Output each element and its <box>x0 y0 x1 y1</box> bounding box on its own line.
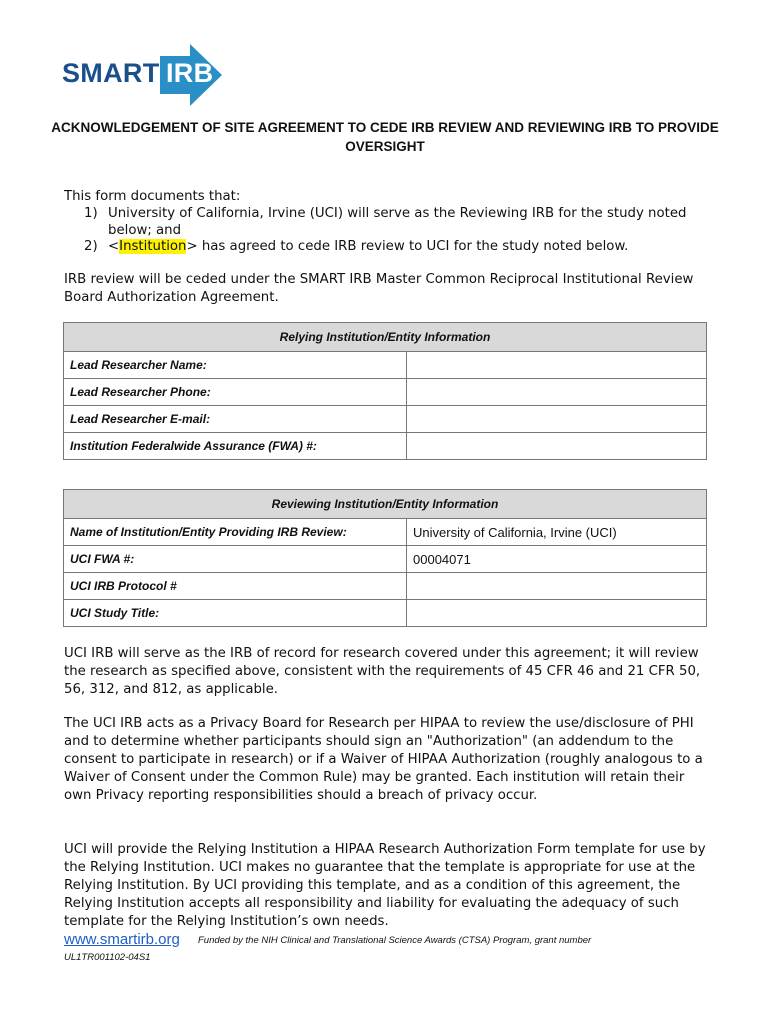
reviewing-institution-table <box>63 489 707 627</box>
list-suffix: > has agreed to cede IRB review to UCI for the study noted below. <box>186 239 629 254</box>
row-label: UCI Study Title: <box>64 600 407 627</box>
table-row <box>64 406 707 433</box>
table-row <box>64 433 707 460</box>
uci-fwa-number: 00004071 <box>407 546 707 573</box>
irb-of-record-paragraph: UCI IRB will serve as the IRB of record for research covered under this agreement; it will review the research as specified above, consistent with the requirements of 45 CFR 46 and 21 CFR 50, 56, 312, and 812, as applicable. <box>64 646 701 697</box>
hipaa-template-paragraph: UCI will provide the Relying Institution a HIPAA Research Authorization Form template for use by the Relying Institution. UCI makes no guarantee that the template is appropriate for use at the Relying Institution. By UCI providing this template, and as a condition of this agreement, the Relying Institution accepts all responsibility and liability for evaluating the adequacy of such template for the Relying Institution’s own needs. <box>64 842 706 929</box>
table-row <box>64 519 707 546</box>
privacy-board-paragraph: The UCI IRB acts as a Privacy Board for Research per HIPAA to review the use/disclosure of PHI and to determine whether participants should sign an "Authorization" (an addendum to the consent to participate in research) or if a Waiver of HIPAA Authorization (roughly analogous to a Waiver of Consent under the Common Rule) may be granted. Each institution will retain their own Privacy reporting responsibilities should a breach of privacy occur. <box>64 716 703 803</box>
list-number: 2) <box>84 239 98 254</box>
row-label: UCI FWA #: <box>64 546 407 573</box>
fwa-number-field[interactable] <box>407 433 707 460</box>
row-label: UCI IRB Protocol # <box>64 573 407 600</box>
row-label: Lead Researcher E-mail: <box>64 406 407 433</box>
documents-list <box>84 206 714 256</box>
uci-irb-protocol-field[interactable] <box>407 573 707 600</box>
logo-word: SMART <box>62 58 160 88</box>
table-row <box>64 573 707 600</box>
row-label: Lead Researcher Phone: <box>64 379 407 406</box>
relying-table-header: Relying Institution/Entity Information <box>64 323 707 352</box>
row-label: Lead Researcher Name: <box>64 352 407 379</box>
document-title: ACKNOWLEDGEMENT OF SITE AGREEMENT TO CEDE IRB REVIEW AND REVIEWING IRB TO PROVIDE OVERSIGHT <box>51 120 719 154</box>
lead-researcher-phone-field[interactable] <box>407 379 707 406</box>
list-text <box>108 239 628 256</box>
logo-irb: IRB <box>166 58 214 88</box>
list-prefix: < <box>108 239 120 254</box>
institution-placeholder: Institution <box>119 239 187 254</box>
list-item <box>84 239 714 256</box>
list-number: 1) <box>84 206 98 221</box>
grant-number: UL1TR001102-04S1 <box>64 952 151 963</box>
reviewing-table-header: Reviewing Institution/Entity Information <box>64 490 707 519</box>
lead-researcher-email-field[interactable] <box>407 406 707 433</box>
lead-researcher-name-field[interactable] <box>407 352 707 379</box>
list-text: University of California, Irvine (UCI) will serve as the Reviewing IRB for the study noted below; and <box>108 206 687 238</box>
table-row <box>64 379 707 406</box>
list-item <box>84 206 714 239</box>
smartirb-link[interactable]: www.smartirb.org <box>64 931 180 948</box>
table-row <box>64 600 707 627</box>
reviewing-institution-name: University of California, Irvine (UCI) <box>407 519 707 546</box>
funding-note: Funded by the NIH Clinical and Translational Science Awards (CTSA) Program, grant number <box>198 935 592 946</box>
row-label: Institution Federalwide Assurance (FWA) #: <box>64 433 407 460</box>
ceded-text: IRB review will be ceded under the SMART IRB Master Common Reciprocal Institutional Review Board Authorization Agreement. <box>64 272 694 305</box>
intro-text: This form documents that: <box>64 189 241 204</box>
smart-irb-logo <box>62 44 222 106</box>
row-label: Name of Institution/Entity Providing IRB Review: <box>64 519 407 546</box>
uci-study-title-field[interactable] <box>407 600 707 627</box>
relying-institution-table <box>63 322 707 460</box>
table-row <box>64 546 707 573</box>
table-row <box>64 352 707 379</box>
